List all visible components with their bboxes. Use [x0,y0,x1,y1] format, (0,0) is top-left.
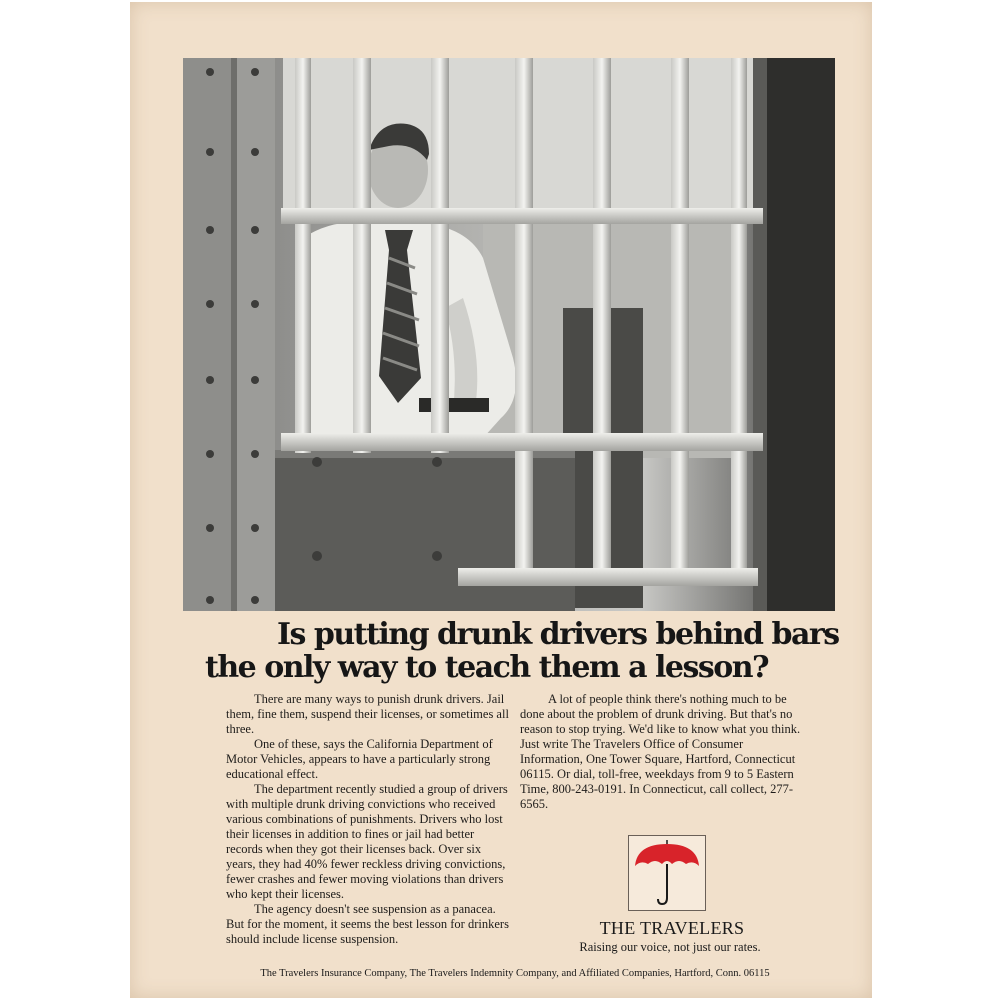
headline [205,617,839,685]
brand-name: THE TRAVELERS [599,918,745,938]
paragraph: A lot of people think there's nothing much to be done about the problem of drunk driving. But that's no reason to stop trying. We'd like to know what you think. Just write The Travelers Office of Consumer Information, One Tower Square, Hartford, Connecticut 06115. Or dial, toll-free, weekdays from 9 to 5 Eastern Time, 800-243-0191. In Connecticut, call collect, 277-6565. [520,692,801,811]
headline-line-2: the only way to teach them a lesson? [205,650,769,685]
paragraph: The agency doesn't see suspension as a panacea. But for the moment, it seems the best lesson for drinkers should include license suspension. [226,902,509,946]
headline-line-1: Is putting drunk drivers behind bars [277,617,839,652]
jail-cell-photo [183,58,835,611]
paragraph: The department recently studied a group of drivers with multiple drunk driving convictions who received various combinations of punishments. Drivers who lost their licenses in addition to fines or jail had better records when they got their licenses back. Over six years, they had 40% fewer reckless driving convictions, fewer crashes and fewer moving violations than drivers who kept their licenses. [226,782,508,901]
paragraph: One of these, says the California Department of Motor Vehicles, appears to have a particularly strong educational effect. [226,737,493,781]
paragraph: There are many ways to punish drunk drivers. Jail them, fine them, suspend their licenses, or sometimes all three. [226,692,509,736]
body-column-right [520,692,808,812]
travelers-logo [628,835,706,911]
tagline: Raising our voice, not just our rates. [579,940,761,954]
red-umbrella-icon [629,836,705,910]
body-column-left [226,692,510,947]
footer-credit: The Travelers Insurance Company, The Travelers Indemnity Company, and Affiliated Companies, Hartford, Conn. 06115 [260,968,770,979]
